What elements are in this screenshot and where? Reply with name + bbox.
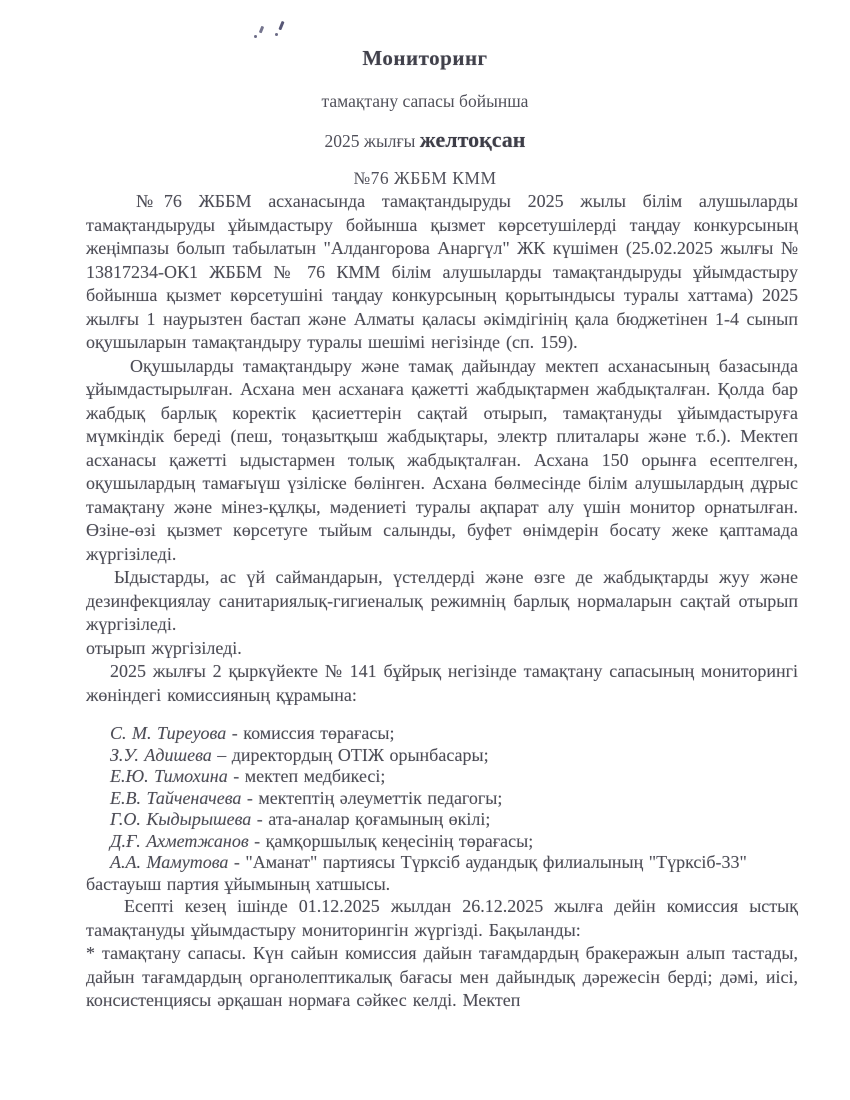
member-name: З.У. Адишева [110, 744, 212, 765]
member-name: Е.В. Тайченачева [110, 787, 242, 808]
commission-member [86, 723, 798, 745]
document-title: Мониторинг [362, 46, 488, 70]
pen-dot-icon [275, 33, 278, 36]
commission-member [86, 788, 798, 810]
member-role: - комиссия төрағасы; [226, 723, 395, 743]
member-name: А.А. Мамутова [110, 852, 229, 872]
member-role: - мектептің әлеуметтік педагогы; [241, 787, 503, 808]
document-dateline [0, 127, 850, 154]
school-name: №76 ЖББМ КММ [353, 168, 497, 188]
document-header [0, 0, 850, 190]
commission-member [86, 745, 798, 767]
paragraph-bullet-quality: * тамақтану сапасы. Күн сайын комиссия дайын тағамдардың бракеражын алып тастады, дайын тағамдардың органолептикалық бағасы мен дайындық дәрежесін берді; дәмі, иісі, консистенциясы әрқашан нормаға сәйкес келді. Мектеп [86, 943, 798, 1010]
document-body [86, 190, 798, 1013]
pen-mark-icon [250, 18, 300, 44]
document-subtitle: тамақтану сапасы бойынша [321, 91, 529, 111]
pen-dot-icon [254, 35, 257, 38]
paragraph-order: 2025 жылғы 2 қыркүйекте № 141 бұйрық негізінде тамақтану сапасының мониторингі жөніндегі комиссияның құрамына: [86, 661, 798, 705]
pen-stroke-icon [278, 21, 284, 30]
member-name: Д.Ғ. Ахметжанов [110, 830, 249, 851]
member-role: – директордың ОТІЖ орынбасары; [211, 744, 489, 765]
pen-stroke-icon [259, 26, 264, 33]
dateline-month: желтоқсан [419, 127, 526, 152]
member-role: - ата-аналар қоғамының өкілі; [251, 809, 491, 829]
member-role: - мектеп медбикесі; [227, 766, 386, 786]
member-role: - "Аманат" партиясы Түрксіб аудандық филиалының "Түрксіб-33" бастауыш партия ұйымының хатшысы. [86, 852, 747, 894]
commission-member [86, 831, 798, 853]
paragraph-sanitation: Ыдыстарды, ас үй саймандарын, үстелдерді және өзге де жабдықтарды жуу және дезинфекциялау санитариялық-гигиеналық режимнің барлық нормаларын сақтай отырып жүргізіледі. [86, 567, 798, 634]
member-name: С. М. Тиреуова [110, 723, 227, 743]
commission-member [86, 852, 798, 895]
commission-member [86, 766, 798, 788]
dateline-year: 2025 жылғы [324, 131, 416, 151]
paragraph-contract: №76 ЖББМ асханасында тамақтандыруды 2025 жылы білім алушыларды тамақтандыруды ұйымдастыру бойынша қызмет көрсетушілерді таңдау конкурсының жеңімпазы болып табылатын "Алдангорова Анаргүл" ЖК күшімен (25.02.2025 жылғы № 13817234-ОК1 ЖББМ № 76 КММ білім алушыларды тамақтандыруды ұйымдастыру бойынша қызмет көрсетушіні таңдау конкурсының қорытындысы туралы хаттама) 2025 жылғы 1 наурызтен бастап және Алматы қаласы әкімдігінің қала бюджетінен 1-4 сынып оқушыларын тамақтандыру туралы шешімі негізінде (сп. 159). [86, 191, 798, 352]
member-role: - қамқоршылық кеңесінің төрағасы; [248, 830, 534, 851]
paragraph-report-period: Есепті кезең ішінде 01.12.2025 жылдан 26.12.2025 жылға дейін комиссия ыстық тамақтануды ұйымдастыру мониторингін жүргізді. Бақыланды: [86, 896, 798, 940]
member-name: Е.Ю. Тимохина [110, 766, 228, 786]
member-name: Г.О. Кыдырышева [110, 809, 252, 829]
commission-member [86, 809, 798, 831]
paragraph-canteen: Оқушыларды тамақтандыру және тамақ дайындау мектеп асханасының базасында ұйымдастырылған. Асхана мен асханаға қажетті жабдықтармен жабдықталған. Қолда бар жабдық барлық коректік қасиеттерін сақтай отырып, тамақтануды ұйымдастыруға мүмкіндік береді (пеш, тоңазытқыш жабдықтары, электр плиталары және т.б.). Мектеп асханасы қажетті ыдыстармен толық жабдықталған. Асхана 150 орынға есептелген, оқушылардың тамағыүш үзіліске бөлінген. Асхана бөлмесінде білім алушылардың дұрыс тамақтану және мінез-құлқы, мәдениеті туралы ақпарат алу үшін монитор орнатылған. Өзіне-өзі қызмет көрсетуге тыйым салынды, буфет өнімдерін босату жеке қаптамада жүргізіледі. [86, 355, 798, 564]
paragraph-repeat-line: отырып жүргізіледі. [86, 637, 242, 658]
commission-member-list [86, 723, 798, 895]
